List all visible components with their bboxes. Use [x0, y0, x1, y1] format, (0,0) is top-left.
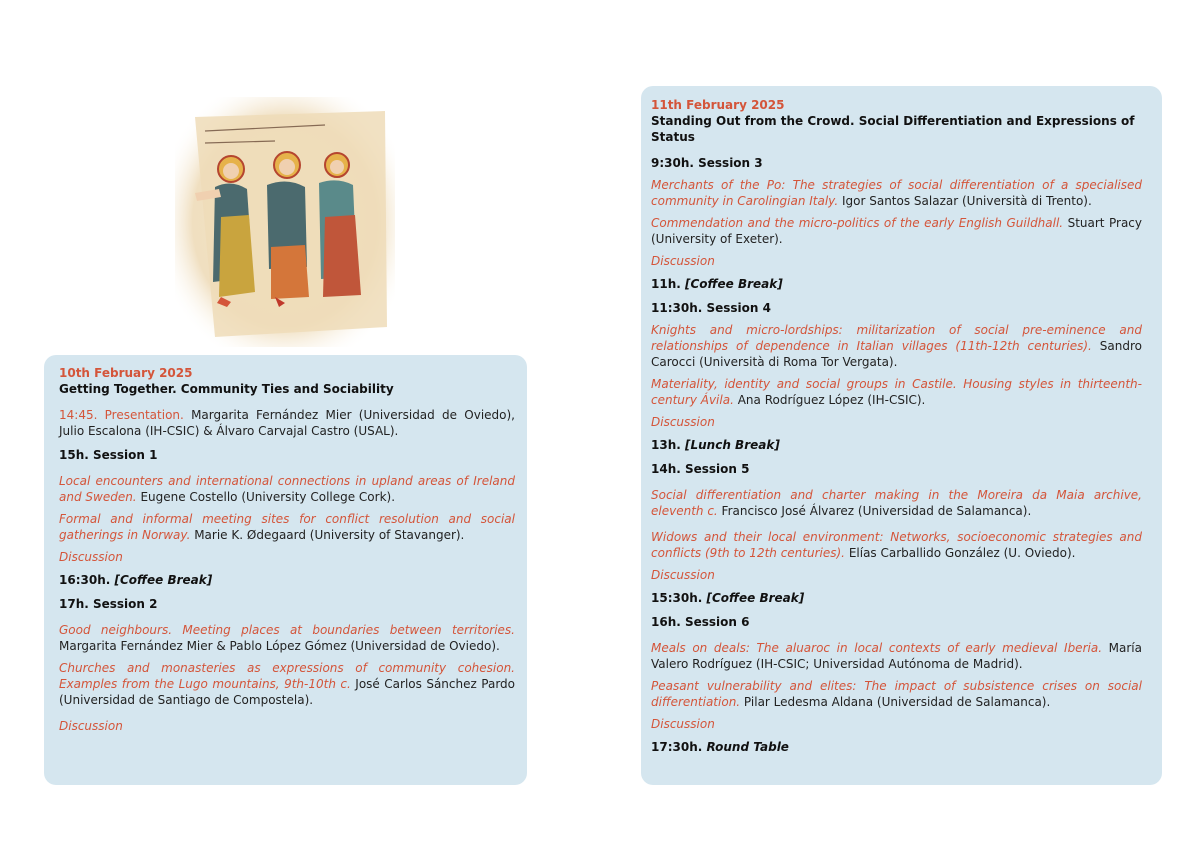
- paper-author: Igor Santos Salazar (Università di Trento).: [838, 194, 1092, 208]
- paper-author: Eugene Costello (University College Cork).: [136, 490, 396, 504]
- paper-author: Francisco José Álvarez (Universidad de Salamanca).: [717, 504, 1032, 518]
- paper: [59, 660, 515, 708]
- paper: [651, 322, 1142, 370]
- final-label: Round Table: [706, 740, 789, 754]
- paper: [651, 529, 1142, 561]
- round-table: [651, 739, 1142, 755]
- paper-title: Meals on deals: The aluaroc in local contexts of early medieval Iberia.: [651, 641, 1103, 655]
- paper-title: Peasant vulnerability and elites: The impact of subsistence crises on social differentiation.: [651, 679, 1142, 709]
- paper: [59, 622, 515, 654]
- manuscript-illustration: [175, 97, 395, 347]
- day1-title: Getting Together. Community Ties and Sociability: [59, 382, 394, 396]
- paper-author: José Carlos Sánchez Pardo (Universidad de Santiago de Compostela).: [59, 677, 516, 707]
- paper-author: Stuart Pracy (University of Exeter).: [651, 216, 1142, 246]
- day1-panel: [44, 355, 527, 785]
- paper-title: Churches and monasteries as expressions of community cohesion. Examples from the Lugo mountains, 9th-10th c.: [59, 661, 515, 691]
- discussion: Discussion: [651, 415, 715, 429]
- session3-heading: 9:30h. Session 3: [651, 156, 763, 170]
- paper-title: Local encounters and international connections in upland areas of Ireland and Sweden.: [59, 474, 515, 504]
- paper: [59, 511, 515, 543]
- day2-date: 11th February 2025: [651, 98, 785, 112]
- paper: [59, 473, 515, 505]
- break-time: 16:30h.: [59, 573, 111, 587]
- session2-heading: 17h. Session 2: [59, 597, 158, 611]
- day2-panel: [641, 86, 1162, 785]
- break-label: [Coffee Break]: [114, 573, 213, 587]
- coffee-break: [59, 572, 515, 588]
- break-time: 13h.: [651, 438, 681, 452]
- paper-title: Social differentiation and charter making in the Moreira da Maia archive, eleventh c.: [651, 488, 1142, 518]
- paper-author: Marie K. Ødegaard (University of Stavanger).: [190, 528, 465, 542]
- paper-title: Knights and micro-lordships: militarization of social pre-eminence and relationships of dependence in Italian villages (11th-12th centuries).: [651, 323, 1142, 353]
- paper-author: Pilar Ledesma Aldana (Universidad de Salamanca).: [740, 695, 1051, 709]
- session6-heading: 16h. Session 6: [651, 615, 750, 629]
- final-time: 17:30h.: [651, 740, 703, 754]
- day1-date: 10th February 2025: [59, 366, 193, 380]
- paper-title: Formal and informal meeting sites for conflict resolution and social gatherings in Norway.: [59, 512, 515, 542]
- paper-title: Good neighbours. Meeting places at boundaries between territories.: [59, 623, 515, 637]
- break-time: 15:30h.: [651, 591, 703, 605]
- day2-title: Standing Out from the Crowd. Social Differentiation and Expressions of Status: [651, 114, 1135, 144]
- paper-title: Materiality, identity and social groups in Castile. Housing styles in thirteenth-century Ávila.: [651, 377, 1142, 407]
- paper-title: Commendation and the micro-politics of the early English Guildhall.: [651, 216, 1064, 230]
- discussion: Discussion: [651, 717, 715, 731]
- presentation-speakers: Margarita Fernández Mier (Universidad de Oviedo), Julio Escalona (IH-CSIC) & Álvaro Carvajal Castro (USAL).: [59, 408, 515, 438]
- break-label: [Lunch Break]: [685, 438, 780, 452]
- paper-title: Merchants of the Po: The strategies of social differentiation of a specialised community in Carolingian Italy.: [651, 178, 1142, 208]
- paper: [651, 177, 1142, 209]
- paper-author: Sandro Carocci (Università di Roma Tor Vergata).: [651, 339, 1142, 369]
- discussion: Discussion: [651, 568, 715, 582]
- coffee-break: [651, 276, 1142, 292]
- session5-heading: 14h. Session 5: [651, 462, 750, 476]
- break-time: 11h.: [651, 277, 681, 291]
- paper-author: Elías Carballido González (U. Oviedo).: [845, 546, 1076, 560]
- break-label: [Coffee Break]: [685, 277, 783, 291]
- session4-heading: 11:30h. Session 4: [651, 301, 771, 315]
- lunch-break: [651, 437, 1142, 453]
- presentation: [59, 407, 515, 439]
- coffee-break: [651, 590, 1142, 606]
- paper: [651, 678, 1142, 710]
- paper-author: Margarita Fernández Mier & Pablo López Gómez (Universidad de Oviedo).: [59, 639, 500, 653]
- presentation-time: 14:45. Presentation.: [59, 408, 184, 422]
- paper: [651, 376, 1142, 408]
- paper: [651, 487, 1142, 519]
- discussion: Discussion: [59, 550, 123, 564]
- paper-author: Ana Rodríguez López (IH-CSIC).: [733, 393, 926, 407]
- break-label: [Coffee Break]: [706, 591, 805, 605]
- discussion: Discussion: [59, 719, 123, 733]
- paper-author: María Valero Rodríguez (IH-CSIC; Universidad Autónoma de Madrid).: [651, 641, 1142, 671]
- paper: [651, 640, 1142, 672]
- discussion: Discussion: [651, 254, 715, 268]
- paper: [651, 215, 1142, 247]
- paper-title: Widows and their local environment: Networks, socioeconomic strategies and conflicts (9th to 12th centuries).: [651, 530, 1142, 560]
- session1-heading: 15h. Session 1: [59, 448, 158, 462]
